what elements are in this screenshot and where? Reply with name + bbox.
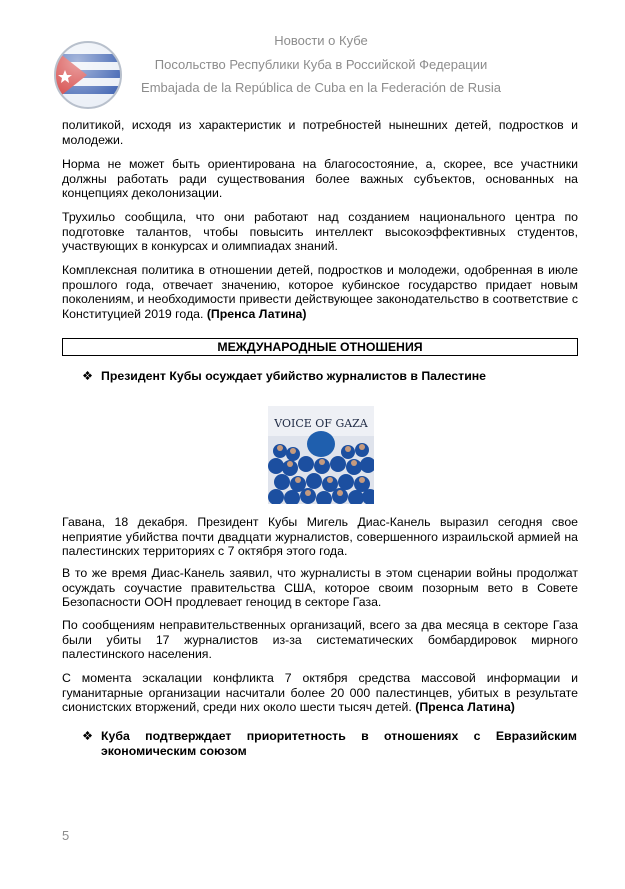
source-label: (Пренса Латина) (206, 306, 307, 321)
paragraph-text: Комплексная политика в отношении детей, подростков и молодежи, одобренная в июле прошлого года, отвечает значению, которое кубинское государство придает новым поколениям, и необходимости привести действующее законодательство в соответствие с Конституцией 2019 года. (62, 263, 578, 321)
cuba-flag-globe-icon (53, 40, 123, 110)
header-embassy-es: Embajada de la República de Cuba en la Federación de Rusia (141, 80, 501, 95)
paragraph: Гавана, 18 декабря. Президент Кубы Мигель Диас-Канель выразил сегодня свое неприятие убийства почти двадцати журналистов, совершенного израильской армией на палестинских территориях с 7 октября этого года. (62, 515, 578, 558)
paragraph (62, 671, 578, 715)
paragraph: В то же время Диас-Канель заявил, что журналисты в этом сценарии войны продолжат осуждать соучастие правительства США, которое своим позорным вето в Совете Безопасности ООН продлевает геноцид в секторе Газа. (62, 566, 578, 609)
bullet-icon: ❖ (82, 369, 94, 383)
paragraph: Трухильо сообщила, что они работают над созданием национального центра по подготовке талантов, чтобы повысить интеллект высокоэффективных студентов, участвующих в конкурсах и олимпиадах знаний. (62, 210, 578, 253)
page-number: 5 (62, 828, 70, 843)
image-title: VOICE OF GAZA (274, 417, 368, 430)
paragraph (62, 263, 578, 321)
paragraph: Норма не может быть ориентирована на благосостояние, а, скорее, все участники должны работать ради существования более важных субъектов, основанных на концепциях деколонизации. (62, 157, 578, 200)
bullet-icon: ❖ (82, 729, 94, 743)
section-header: МЕЖДУНАРОДНЫЕ ОТНОШЕНИЯ (62, 338, 578, 356)
paragraph: По сообщениям неправительственных организаций, всего за два месяца в секторе Газа были убиты 17 журналистов из-за систематических бомбардировок мирного палестинского населения. (62, 618, 578, 661)
source-label: (Пренса Латина) (415, 700, 515, 714)
article-photo (268, 406, 374, 504)
article-headline: Куба подтверждает приоритетность в отношениях с Евразийским экономическим союзом (101, 729, 577, 758)
paragraph-text: С момента эскалации конфликта 7 октября средства массовой информации и гуманитарные организации насчитали более 20 000 палестинцев, убитых в результате сионистских вторжений, среди них около шести тысяч детей. (62, 671, 578, 714)
embassy-logo (53, 40, 123, 110)
header-embassy-ru: Посольство Республики Куба в Российской Федерации (154, 57, 488, 72)
paragraph: политикой, исходя из характеристик и потребностей нынешних детей, подростков и молодежи. (62, 118, 578, 147)
article-headline: Президент Кубы осуждает убийство журналистов в Палестине (101, 369, 487, 383)
header-title: Новости о Кубе (274, 33, 368, 48)
